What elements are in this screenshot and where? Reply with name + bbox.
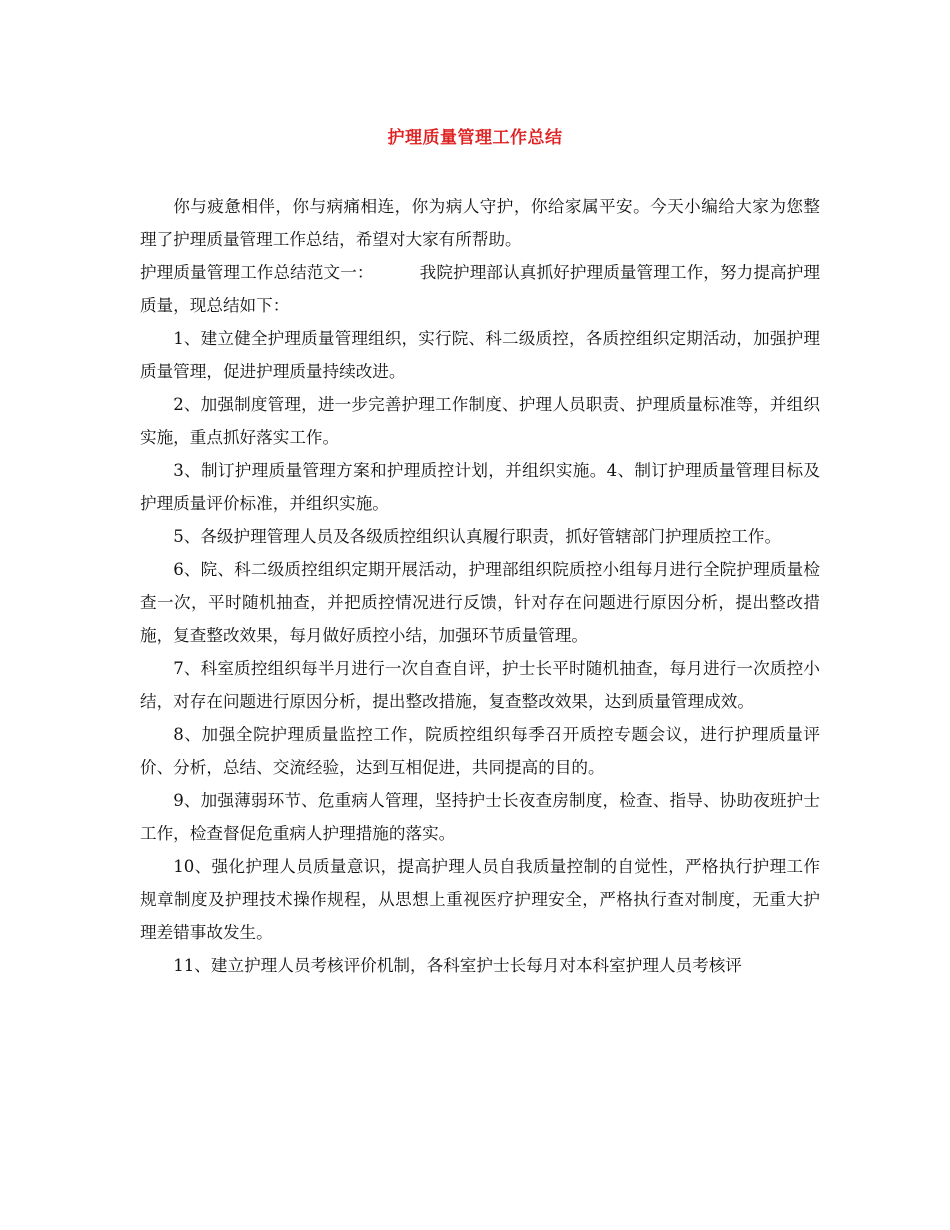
sample-heading: 护理质量管理工作总结范文一： <box>140 263 374 282</box>
document-body <box>140 190 820 982</box>
list-item-3: 3、制订护理质量管理方案和护理质控计划，并组织实施。4、制订护理质量管理目标及护理质量评价标准，并组织实施。 <box>140 461 820 513</box>
list-item-9: 9、加强薄弱环节、危重病人管理，坚持护士长夜查房制度，检查、指导、协助夜班护士工作，检查督促危重病人护理措施的落实。 <box>140 791 820 843</box>
intro-paragraph: 你与疲惫相伴，你与病痛相连，你为病人守护，你给家属平安。今天小编给大家为您整理了护理质量管理工作总结，希望对大家有所帮助。 <box>140 197 820 249</box>
list-item-1: 1、建立健全护理质量管理组织，实行院、科二级质控，各质控组织定期活动，加强护理质量管理，促进护理质量持续改进。 <box>140 329 820 381</box>
list-item-11: 11、建立护理人员考核评价机制，各科室护士长每月对本科室护理人员考核评 <box>173 956 742 975</box>
document-title: 护理质量管理工作总结 <box>387 128 563 148</box>
list-item-8: 8、加强全院护理质量监控工作，院质控组织每季召开质控专题会议，进行护理质量评价、分析，总结、交流经验，达到互相促进，共同提高的目的。 <box>140 725 820 777</box>
list-item-5: 5、各级护理管理人员及各级质控组织认真履行职责，抓好管辖部门护理质控工作。 <box>173 527 782 546</box>
list-item-10: 10、强化护理人员质量意识，提高护理人员自我质量控制的自觉性，严格执行护理工作规章制度及护理技术操作规程，从思想上重视医疗护理安全，严格执行查对制度，无重大护理差错事故发生。 <box>140 857 820 942</box>
list-item-7: 7、科室质控组织每半月进行一次自查自评，护士长平时随机抽查，每月进行一次质控小结，对存在问题进行原因分析，提出整改措施，复查整改效果，达到质量管理成效。 <box>140 659 820 711</box>
sample-lead: 我院护理部认真抓好护理质量管理工作，努力提高护理质量，现总结如下： <box>140 263 820 315</box>
list-item-2: 2、加强制度管理，进一步完善护理工作制度、护理人员职责、护理质量标准等，并组织实施，重点抓好落实工作。 <box>140 395 820 447</box>
sample-paragraph <box>140 256 820 322</box>
list-item-6: 6、院、科二级质控组织定期开展活动，护理部组织院质控小组每月进行全院护理质量检查一次，平时随机抽查，并把质控情况进行反馈，针对存在问题进行原因分析，提出整改措施，复查整改效果，每月做好质控小结，加强环节质量管理。 <box>140 560 820 645</box>
